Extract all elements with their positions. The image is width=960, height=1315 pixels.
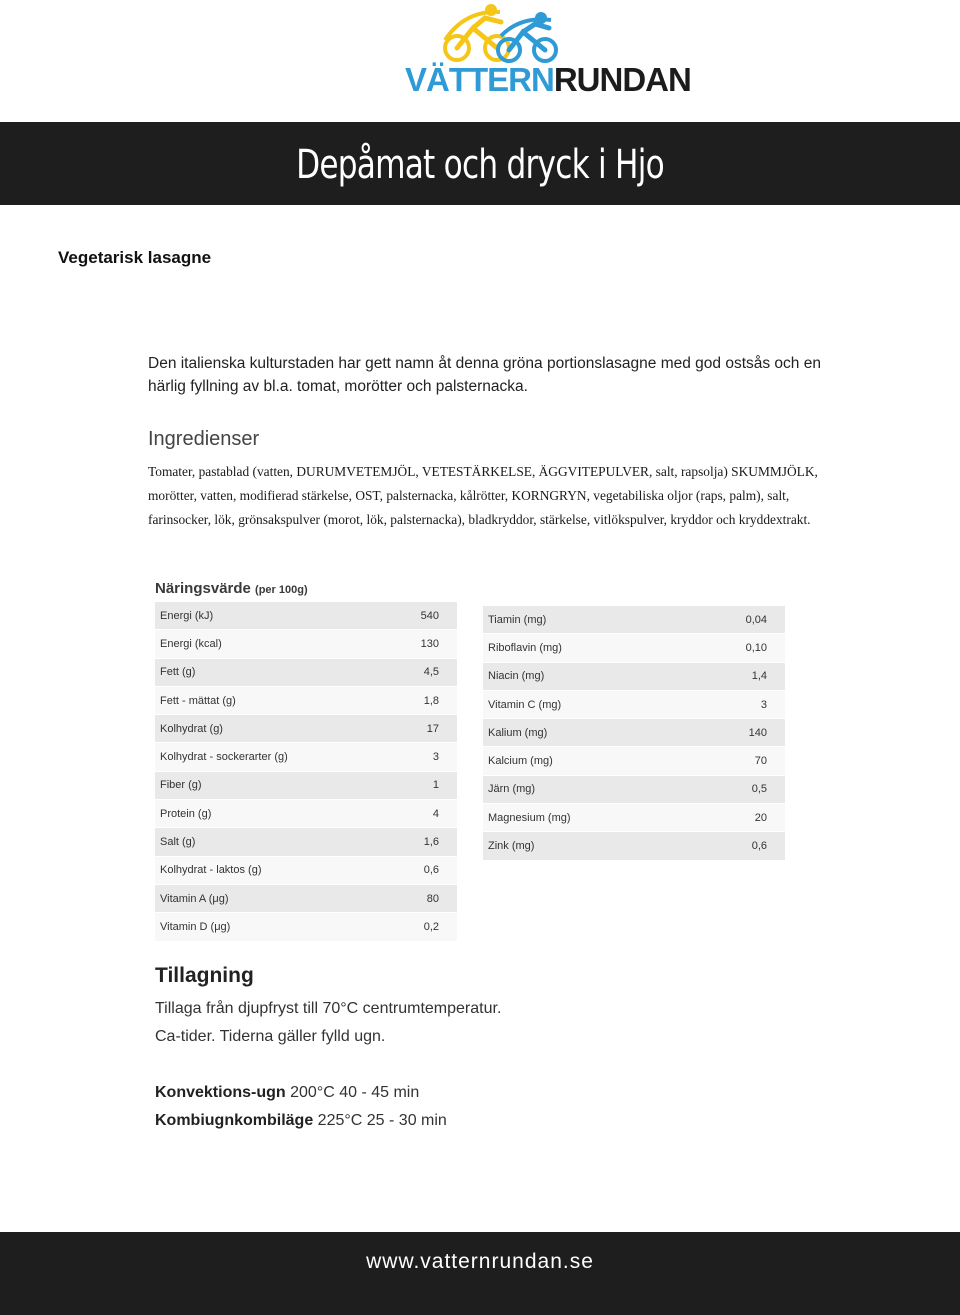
nutrient-label: Niacin (mg) [483,663,702,691]
nutrient-value: 140 [702,719,785,747]
table-row [155,659,457,687]
logo-wordmark [405,61,691,98]
table-row [483,832,785,860]
nutrient-label: Vitamin A (μg) [155,885,374,913]
nutrient-value: 540 [374,602,457,630]
table-row [483,634,785,662]
nutrient-label: Kolhydrat - laktos (g) [155,857,374,885]
table-row [155,602,457,630]
nutrient-label: Zink (mg) [483,832,702,860]
nutrient-value: 20 [702,804,785,832]
nutrient-value: 4 [374,800,457,828]
nutrient-label: Kalcium (mg) [483,747,702,775]
preparation-line-1: Tillaga från djupfryst till 70°C centrumtemperatur. [155,1000,502,1017]
nutrition-unit: (per 100g) [255,584,308,596]
nutrient-label: Järn (mg) [483,776,702,804]
nutrient-label: Fett (g) [155,659,374,687]
nutrient-value: 0,5 [702,776,785,804]
logo-text-part1: VÄTTERN [405,61,554,98]
nutrient-value: 1,6 [374,828,457,856]
nutrient-value: 1,8 [374,687,457,715]
nutrient-value: 0,6 [702,832,785,860]
table-row [483,663,785,691]
nutrient-value: 3 [702,691,785,719]
table-row [155,772,457,800]
nutrient-value: 4,5 [374,659,457,687]
intro-text: Den italienska kulturstaden har gett namn åt denna gröna portionslasagne med god ostsås och en härlig fyllning av bl.a. tomat, morötter och palsternacka. [148,355,821,395]
table-row [483,719,785,747]
table-row [155,715,457,743]
cyclist-logo-icon [405,0,585,65]
table-row [155,630,457,658]
nutrient-label: Vitamin C (mg) [483,691,702,719]
nutrient-value: 3 [374,743,457,771]
method-label: Kombiugnkombiläge [155,1112,314,1129]
table-row [483,776,785,804]
nutrient-value: 1,4 [702,663,785,691]
table-row [155,828,457,856]
ingredients-text: Tomater, pastablad (vatten, DURUMVETEMJÖL, VETESTÄRKELSE, ÄGGVITEPULVER, salt, rapsolja) SKUMMJÖLK, morötter, vatten, modifierad stärkelse, OST, palsternacka, kålrötter, KORNGRYN, vegetabiliska oljor (raps, palm), salt, farinsocker, lök, grönsakspulver (morot, lök, palsternacka), bladkryddor, stärkelse, vitlökspulver, kryddor och kryddextrakt. [148,464,818,527]
nutrition-heading [155,580,308,597]
nutrient-label: Protein (g) [155,800,374,828]
table-row [483,691,785,719]
preparation-title: Tillagning [155,964,254,987]
table-row [483,747,785,775]
nutrient-label: Energi (kJ) [155,602,374,630]
page-title: Depåmat och dryck i Hjo [296,142,664,188]
footer-url[interactable]: www.vatternrundan.se [366,1250,594,1273]
nutrient-label: Magnesium (mg) [483,804,702,832]
method-value: 200°C 40 - 45 min [285,1084,420,1101]
table-row [155,743,457,771]
nutrient-value: 0,04 [702,606,785,634]
preparation-line-2: Ca-tider. Tiderna gäller fylld ugn. [155,1028,386,1045]
nutrient-value: 0,2 [374,913,457,941]
table-row [483,606,785,634]
dish-title: Vegetarisk lasagne [58,248,212,267]
nutrition-table-right [483,606,785,861]
ingredients-heading: Ingredienser [148,428,260,450]
nutrient-label: Fiber (g) [155,772,374,800]
logo [405,0,691,100]
table-row [155,800,457,828]
nutrient-label: Kolhydrat (g) [155,715,374,743]
nutrient-label: Energi (kcal) [155,630,374,658]
table-row [155,857,457,885]
nutrient-value: 0,10 [702,634,785,662]
nutrient-value: 1 [374,772,457,800]
nutrient-label: Kalium (mg) [483,719,702,747]
nutrient-label: Riboflavin (mg) [483,634,702,662]
table-row [155,913,457,941]
nutrient-value: 70 [702,747,785,775]
nutrient-value: 80 [374,885,457,913]
logo-text-part2: RUNDAN [553,61,691,98]
nutrition-title: Näringsvärde [155,580,251,597]
nutrient-value: 0,6 [374,857,457,885]
table-row [483,804,785,832]
nutrient-label: Kolhydrat - sockerarter (g) [155,743,374,771]
method-combi [155,1112,447,1130]
nutrient-label: Fett - mättat (g) [155,687,374,715]
method-convection [155,1084,419,1102]
nutrient-label: Vitamin D (μg) [155,913,374,941]
method-label: Konvektions-ugn [155,1084,286,1101]
nutrient-label: Salt (g) [155,828,374,856]
table-row [155,885,457,913]
nutrient-value: 17 [374,715,457,743]
nutrient-label: Tiamin (mg) [483,606,702,634]
nutrient-value: 130 [374,630,457,658]
nutrition-table-left [155,602,457,942]
method-value: 225°C 25 - 30 min [313,1112,447,1129]
table-row [155,687,457,715]
